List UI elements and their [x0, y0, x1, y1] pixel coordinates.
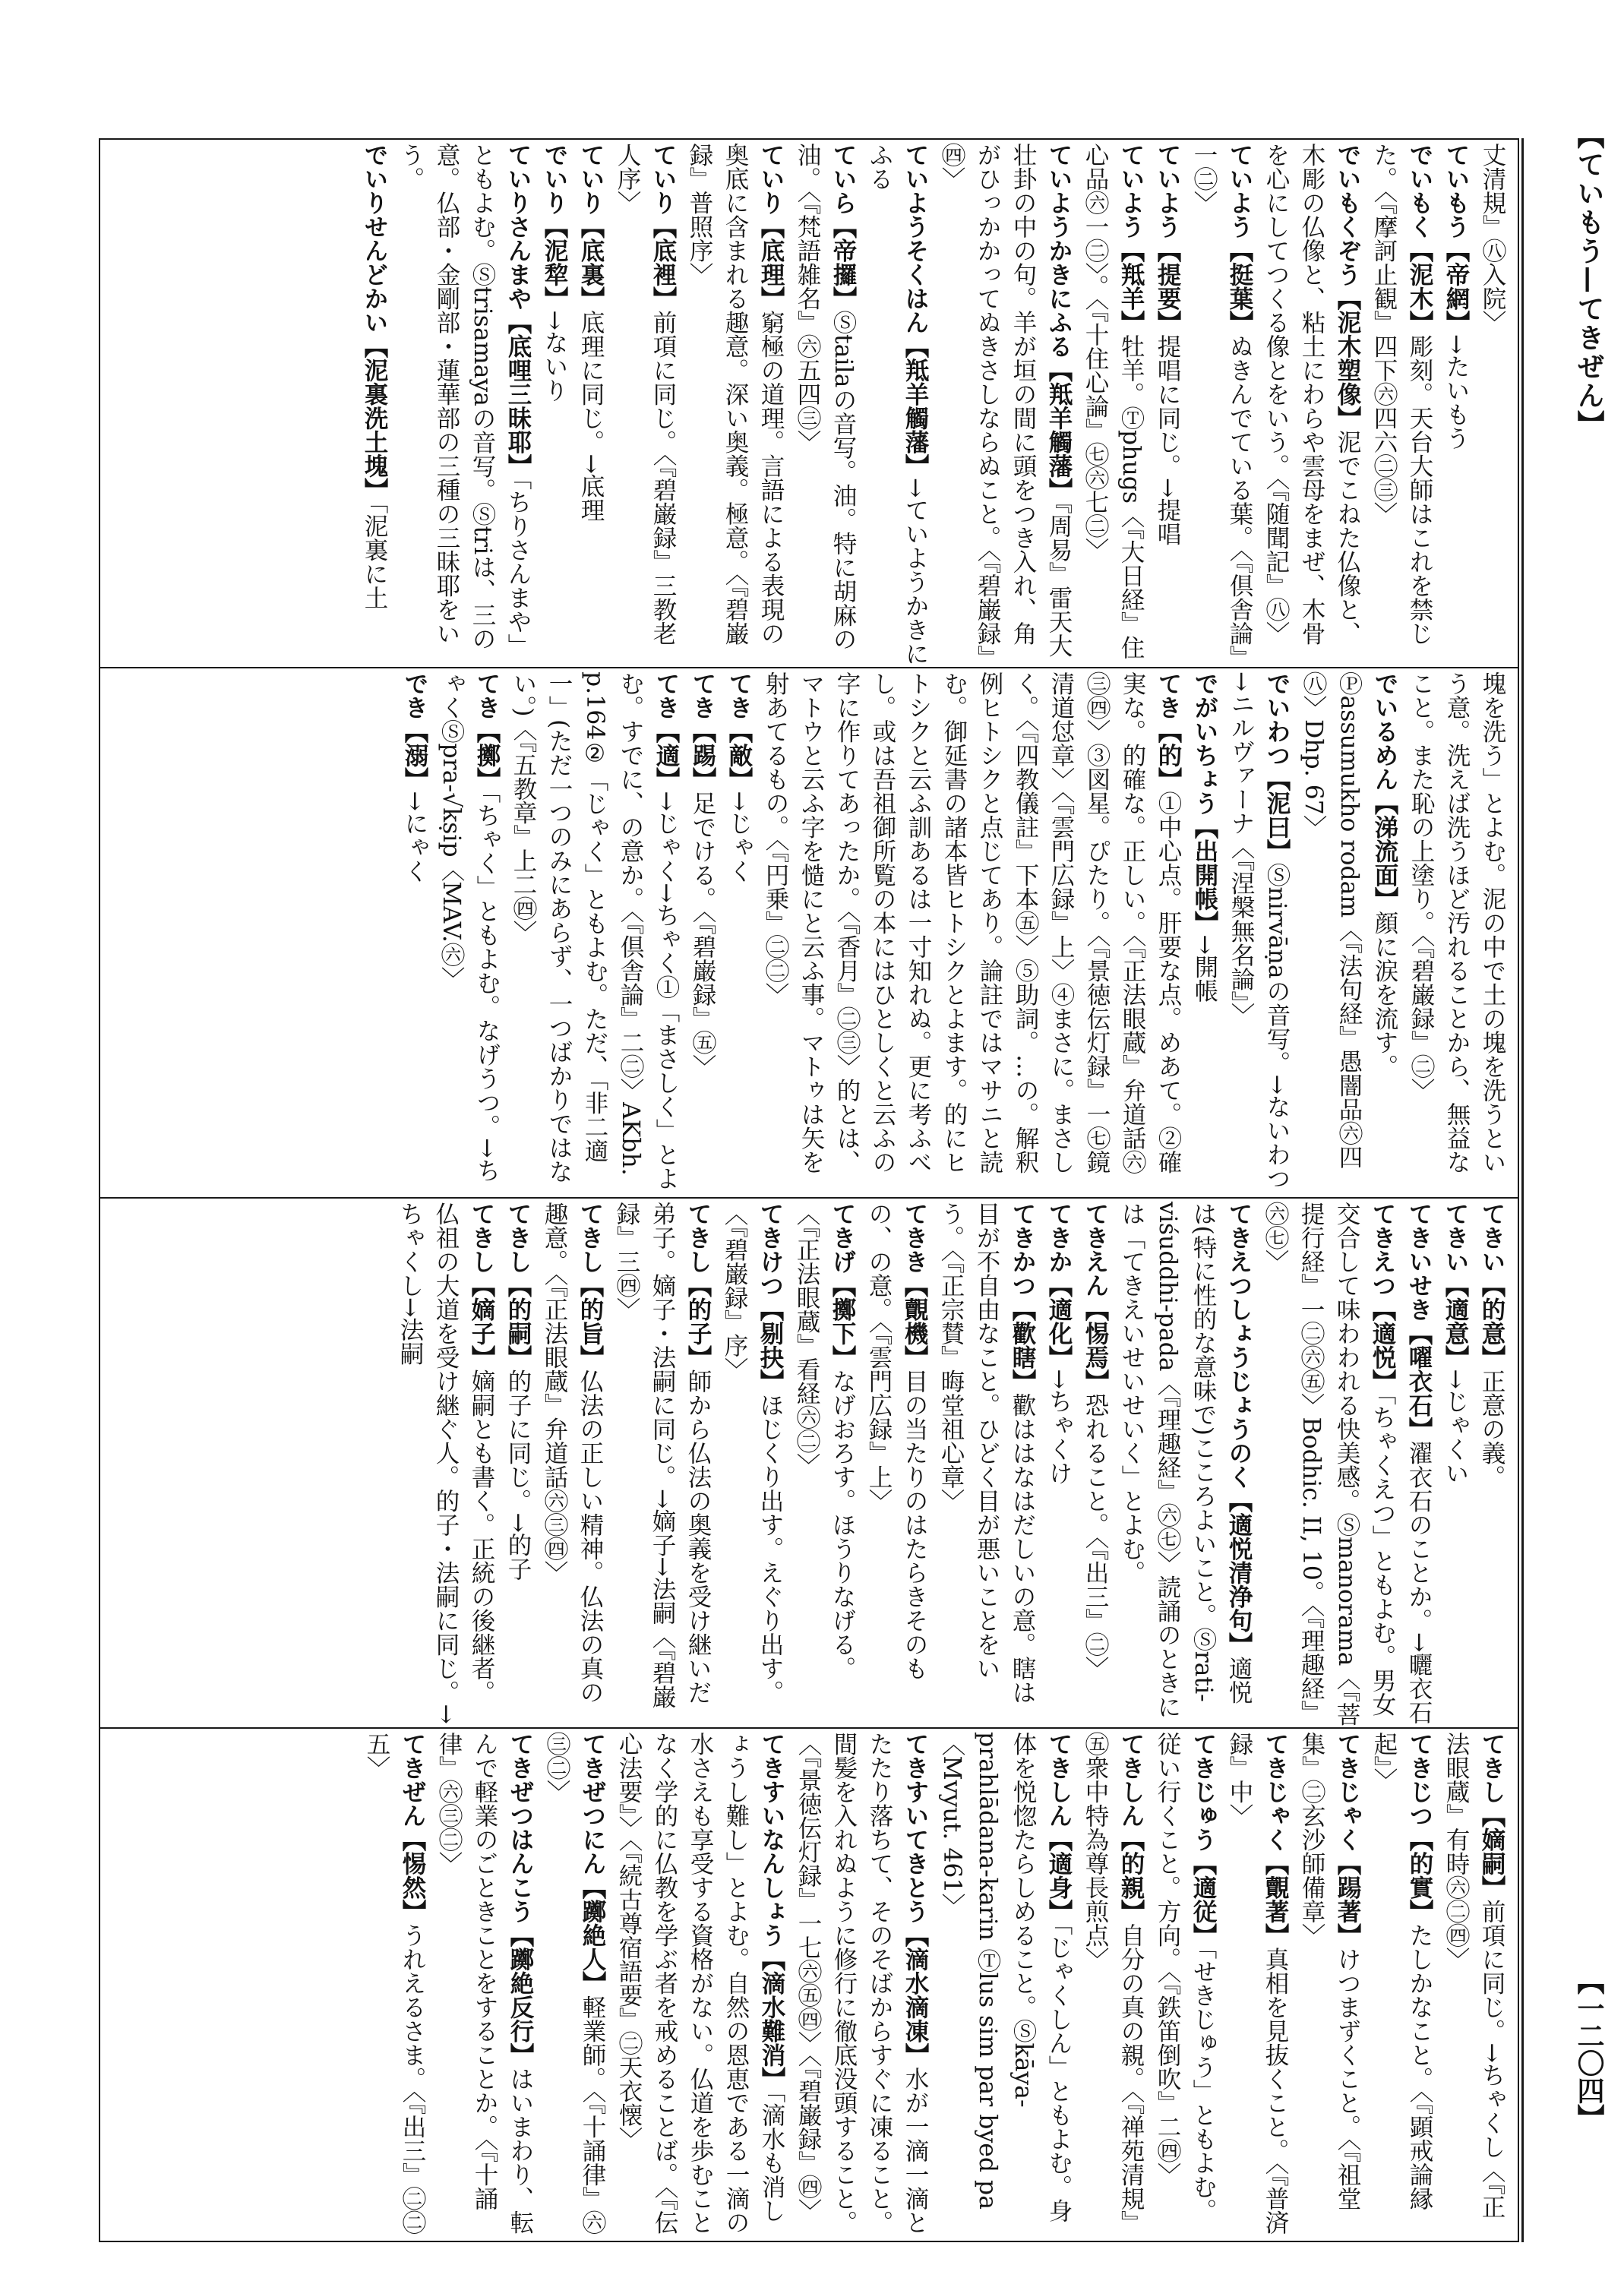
dictionary-entry: [1077, 143, 1149, 666]
dictionary-entry: [608, 1202, 716, 1726]
dictionary-entry: [934, 143, 1077, 666]
entry-headword: てきすいてきとう【滴水滴凍】: [902, 1732, 930, 2067]
entry-definition: Ⓢnirvāṇaの音写。→ないわつ→ニルヴァーナ〈『涅槃無名論』〉: [1227, 671, 1291, 1190]
entry-definition: →ちゃくけ: [1045, 1369, 1073, 1485]
entry-headword: でがいちょう【出開帳】: [1191, 671, 1219, 935]
entry-definition: 「ちゃく」ともよむ。なげうつ。→ちゃくⓈpra-√kṣip〈MAV.㊅〉: [438, 671, 501, 1183]
dictionary-entry: [500, 1202, 536, 1726]
entry-headword: てき【適】: [652, 671, 681, 791]
entry-definition: 「じゃくしん」ともよむ。身体を悦惚たらしめること。Ⓢkāya-prahlādana-karin Ⓣlus sim par byed pa〈Mvyut. 461〉: [938, 1732, 1073, 2222]
dictionary-entry: [721, 671, 757, 1196]
entry-headword: ていよう【挺葉】: [1226, 143, 1254, 334]
dictionary-entry: [609, 143, 681, 666]
entry-definition: 嫡嗣とも書く。正統の後継者。仏祖の大道を受け継ぐ人。的子・法嗣に同じ。→ちゃくし→法嗣: [397, 1202, 495, 1724]
entry-definition: →じゃくい: [1442, 1369, 1469, 1485]
entry-headword: てきかつ【歡瞎】: [1009, 1202, 1037, 1393]
entry-headword: ていようそくはん【羝羊觸藩】: [902, 143, 930, 478]
entry-headword: てきけつ【剔抉】: [757, 1202, 785, 1393]
entry-definition: 足でける。〈『碧巌録』㊄〉: [689, 791, 716, 1079]
page-number: 【一二〇四】: [1573, 1967, 1605, 2131]
dictionary-entry: [505, 671, 684, 1196]
entry-headword: てきし【嫡嗣】: [1478, 1732, 1506, 1900]
entry-definition: →にゃく: [401, 791, 428, 883]
entry-headword: でいりせんどかい【泥裏洗土塊】: [361, 143, 389, 502]
running-head: 【ていもう—てきぜん】: [1573, 122, 1605, 439]
dictionary-entry: [611, 1732, 790, 2241]
entry-definition: ぬきんでている葉。〈『倶舎論』一㊁〉: [1190, 143, 1253, 658]
entry-definition: 目の当たりのはたらきそのもの、の意。〈『雲門広録』上〉: [865, 1202, 928, 1680]
entry-headword: ていよう【提要】: [1154, 143, 1182, 334]
entry-definition: →じゃく→ちゃく①「まさしく」とよむ。すでに、の意か。〈『倶舎論』二㊁〉AKbh. p.164②「じゃく」ともよむ。ただ、「非二適一」(ただ一つのみにあらず、一つばかりではない。)〈『五教章』上二㊃〉: [510, 671, 680, 1190]
entry-headword: てきげ【擲下】: [829, 1202, 857, 1369]
entry-headword: てきい【的意】: [1478, 1202, 1506, 1369]
entry-definition: ①中心点。肝要な点。めあて。②確実な。的確な。正しい。〈『正法眼蔵』弁道話㊅㊂㊃〉③図星。ぴたり。〈『景徳伝灯録』一㊆鏡清道怤章〉〈『雲門広録』上〉④まさに。まさしく。〈『四教儀註』下本㊄〉⑤助詞。…の。解釈例ヒトシクと点じてあり。論註ではマサニと読む。御延書の諸本皆ヒトシクとよます。的にヒトシクと云ふ訓あるは一寸知れぬ。更に考ふべし。或は吾祖御所覧の本にはひとしくと云ふの字に作りてあったか。〈『香月』㊁㊂〉的とは、マトウと云ふ字を慥にと云ふ事。マトゥは矢を射あてるもの。〈『円乗』㊁㊁〉: [762, 671, 1182, 1174]
entry-definition: 「ちりさんまや」ともよむ。Ⓢtrisamayaの音写。Ⓢtriは、三の意。仏部・金剛部・蓮華部の三種の三昧耶をいう。: [397, 143, 532, 658]
entry-definition: 窮極の道理。言語による表現の奥底に含まれる趣意。深い奥義。極意。〈『碧巌録』普照序〉: [686, 143, 785, 646]
dictionary-entry: [1149, 1732, 1221, 2241]
header-rule: [1521, 138, 1524, 2242]
entry-definition: 軽業師。〈『十誦律』㊅㊂㊁〉: [543, 1732, 606, 2235]
dictionary-entry: [789, 143, 861, 666]
entry-headword: ていようかきにふる【羝羊觸藩】: [1045, 143, 1073, 502]
dictionary-entry: [1366, 143, 1438, 666]
entry-definition: なげおろす。ほうりなげる。〈『正法眼蔵』看経㊅㊁〉: [793, 1202, 856, 1680]
entry-definition: 丈清規』㊇入院〉: [1479, 143, 1506, 334]
entry-definition: 水が一滴一滴とたたり落ちて、そのそばからすぐに凍ること。間髪を入れぬように修行に徹底没頭すること。〈『景徳伝灯録』一七㊅㊄㊃〉〈『碧巌録』㊃〉: [795, 1732, 929, 2235]
dictionary-entry: [1474, 1202, 1510, 1726]
entry-headword: てき【踢】: [689, 671, 717, 791]
entry-definition: 牡羊。Ⓣphugs〈『大日経』住心品㊅一㊁〉。〈『十住心論』㊆㊅七㊁〉: [1082, 143, 1145, 659]
entry-definition: 「滴水も消しょうし難し」とよむ。自然の恩恵である一滴の水さえも享受する資格がない。仏道を歩むことなく学的に仏教を学ぶ者を戒めることば。〈『伝心法要』〉〈『続古尊宿語要』㊁天衣懐〉: [615, 1732, 785, 2235]
dictionary-entry: [1223, 671, 1295, 1196]
dictionary-entry: [1257, 1202, 1401, 1726]
entry-headword: てきし【的子】: [684, 1202, 712, 1369]
dictionary-entry: [1077, 1202, 1114, 1726]
entry-headword: てきしん【適身】: [1045, 1732, 1073, 1923]
dictionary-entry: [1114, 1202, 1257, 1726]
entry-headword: てきじゃく【踼著】: [1334, 1732, 1362, 1948]
dictionary-entry: [392, 1202, 500, 1726]
dictionary-entry: [1401, 1202, 1437, 1726]
dictionary-entry: [1474, 143, 1510, 666]
entry-headword: ていり【底裡】: [649, 143, 678, 311]
entry-definition: 適悦は(特に性的な意味で)こころよいこと。Ⓢrati-viśuddhi-pada〈『理趣経』㊅㊆〉読誦のときには「てきえいせいせいく」とよむ。: [1118, 1202, 1253, 1719]
entry-definition: 前項に同じ。〈『碧巌録』三教老人序〉: [614, 143, 677, 646]
entry-headword: でいるめん【涕流面】: [1371, 671, 1399, 911]
tier-3: [100, 1199, 1518, 1726]
entry-headword: てきじゃく【覿著】: [1262, 1732, 1290, 1948]
dictionary-entry: [397, 671, 433, 1196]
entry-headword: ていよう【羝羊】: [1117, 143, 1145, 334]
dictionary-entry: [861, 1202, 933, 1726]
entry-definition: 前項に同じ。→ちゃくし〈『正法眼蔵』有時㊅㊁㊃〉: [1442, 1732, 1506, 2219]
dictionary-entry: [573, 143, 609, 666]
dictionary-entry: [790, 1732, 934, 2241]
dictionary-entry: [933, 1202, 1041, 1726]
dictionary-entry: [539, 1732, 611, 2241]
entry-definition: →たいもう: [1442, 334, 1470, 450]
dictionary-entry: [431, 1732, 539, 2241]
dictionary-entry: [1149, 143, 1186, 666]
entry-headword: てきぜつにん【躑絶人】: [579, 1732, 607, 1995]
entry-definition: 泥でこねた仏像と、木彫の仏像と、粘土にわらや雲母をまぜ、木骨を心にしてつくる像とをいう。〈『随聞記』㊇〉: [1262, 143, 1361, 646]
entry-headword: てき【的】: [1155, 671, 1183, 791]
entry-definition: ほじくり出す。えぐり出す。〈『碧巌録』序〉: [721, 1202, 784, 1704]
entry-definition: 塊を洗う」とよむ。泥の中で土の塊を洗うという意。洗えば洗うほど汚れることから、無益なこと。また恥の上塗り。〈『碧巌録』㊁〉: [1408, 671, 1506, 1174]
entry-definition: 師から仏法の奥義を受け継いだ弟子。嫡子・法嗣に同じ。→嫡子→法嗣〈『碧巌録』三㊃〉: [613, 1202, 712, 1709]
dictionary-entry: [684, 671, 721, 1196]
entry-headword: でき【溺】: [401, 671, 429, 791]
dictionary-entry: [1437, 1202, 1474, 1726]
dictionary-entry: [716, 1202, 788, 1726]
entry-headword: てきし【的嗣】: [504, 1202, 532, 1369]
entry-definition: 仏法の正しい精神。仏法の真の趣意。〈『正法眼蔵』弁道話㊅㊂㊃〉: [541, 1202, 604, 1704]
entry-headword: でいもく【泥木】: [1406, 143, 1434, 334]
entry-definition: たしかなこと。〈『顕戒論縁起』〉: [1370, 1732, 1433, 2210]
entry-headword: てきぜん【惕然】: [399, 1732, 427, 1923]
entry-headword: てきじつ【的實】: [1406, 1732, 1434, 1923]
entry-definition: →じゃく: [725, 791, 753, 883]
entry-definition: 的子に同じ。→的子: [504, 1369, 532, 1581]
dictionary-entry: [393, 143, 536, 666]
entry-definition: 顔に涙を流す。Ⓟassumukho rodam〈『法句経』愚闇品㊅四㊇〉Dhp. 67〉: [1300, 671, 1398, 1169]
dictionary-entry: [1438, 143, 1474, 666]
dictionary-entry: [536, 1202, 608, 1726]
entry-definition: けつまずくこと。〈『祖堂集』㊁玄沙師備章〉: [1298, 1732, 1361, 2210]
entry-headword: ていら【帝攞】: [829, 143, 858, 311]
entry-definition: 提唱に同じ。→提唱: [1154, 334, 1181, 546]
dictionary-entry: [1041, 1202, 1077, 1726]
entry-headword: ていり【底裏】: [577, 143, 605, 311]
tier-4: [100, 1729, 1518, 2241]
entry-definition: 濯衣石のことか。→曬衣石: [1405, 1441, 1433, 1724]
entry-definition: 「泥裏に土: [361, 501, 388, 610]
dictionary-entry: [1258, 143, 1366, 666]
entry-definition: 『周易』雷天大壮卦の中の句。羊が垣の間に頭をつき入れ、角がひっかかってぬきさしならぬこと。〈『碧巌録』㊃〉: [938, 143, 1073, 658]
dictionary-entry: [1294, 1732, 1366, 2241]
entry-headword: てきえん【惕焉】: [1082, 1202, 1110, 1393]
dictionary-entry: [788, 1202, 861, 1726]
entry-definition: 「せきじゅう」ともよむ。従い行くこと。方向。〈『鉄笛倒吹』二㊃〉: [1154, 1732, 1217, 2222]
entry-definition: 恐れること。〈『出三』㊁〉: [1082, 1393, 1109, 1680]
dictionary-entry: [1295, 671, 1403, 1196]
entry-definition: →ないり: [541, 310, 568, 403]
dictionary-entry: [356, 143, 393, 666]
entry-definition: 底理に同じ。→底理: [577, 310, 605, 522]
dictionary-entry: [1366, 1732, 1438, 2241]
entry-definition: 自分の真の親。〈『禅苑清規』㊄衆中特為尊長煎点〉: [1082, 1732, 1145, 2235]
entry-headword: ていりさんまや【底哩三昧耶】: [504, 143, 532, 478]
entry-headword: ていり【底理】: [757, 143, 785, 311]
dictionary-entry: [536, 143, 573, 666]
entry-headword: てきき【覿機】: [901, 1202, 929, 1369]
entry-definition: はいまわり、転んで軽業のごときことをすることか。〈『十誦律』㊅㊂㊁〉: [435, 1732, 534, 2235]
dictionary-entry: [1221, 1732, 1294, 2241]
entry-headword: てきぜつはんこう【躑絶反行】: [507, 1732, 535, 2067]
entry-headword: てきすいなんしょう【滴水難消】: [758, 1732, 786, 2091]
dictionary-entry: [433, 671, 505, 1196]
entry-headword: ていもう【帝網】: [1442, 143, 1471, 334]
entry-headword: てきえつしょうじょうのく【適悦清浄句】: [1225, 1202, 1253, 1657]
dictionary-entry: [1438, 1732, 1510, 2241]
entry-definition: →開帳: [1191, 934, 1218, 1003]
entry-definition: 正意の義。: [1478, 1369, 1506, 1489]
entry-definition: →ていようかきにふる: [866, 143, 929, 665]
entry-headword: てきじゅう【適従】: [1190, 1732, 1218, 1948]
entry-headword: てきか【適化】: [1045, 1202, 1073, 1369]
dictionary-entry: [861, 143, 934, 666]
entry-headword: てき【擲】: [473, 671, 501, 791]
entry-definition: Ⓢtailaの音写。油。特に胡麻の油。〈『梵語雑名』㊅五四㊂〉: [794, 143, 857, 651]
entry-definition: うれえるさま。〈『出三』㊁㊁五〉: [363, 1732, 426, 2235]
dictionary-entry: [359, 1732, 431, 2241]
entry-headword: てきしん【的親】: [1117, 1732, 1145, 1923]
entry-headword: てきえつ【適悦】: [1369, 1202, 1397, 1393]
dictionary-entry: [1403, 671, 1510, 1196]
dictionary-entry: [1186, 671, 1223, 1196]
entry-definition: 真相を見抜くこと。〈『普済録』中〉: [1226, 1732, 1289, 2235]
entry-headword: でいもくぞう【泥木塑像】: [1334, 143, 1362, 430]
entry-headword: でいわつ【泥曰】: [1263, 671, 1291, 863]
entry-headword: てきし【嫡子】: [468, 1202, 496, 1369]
entry-headword: でいり【泥犂】: [541, 143, 569, 311]
dictionary-entry: [757, 671, 1186, 1196]
dictionary-entry: [1077, 1732, 1149, 2241]
entry-definition: 歡ははなはだしいの意。瞎は目が不自由なこと。ひどく目が悪いことをいう。〈『正宗賛』晦堂祖心章〉: [937, 1202, 1036, 1704]
entry-headword: てき【敵】: [725, 671, 754, 791]
tier-1: [100, 140, 1518, 666]
dictionary-entry: [1186, 143, 1258, 666]
entry-definition: 「ちゃくえつ」ともよむ。男女交合して味わわれる快美感。Ⓢmanorama〈『菩提行経』一㊁㊅㊄〉Bodhic. II, 10。〈『理趣経』㊅㊆〉: [1262, 1202, 1396, 1726]
entry-definition: 彫刻。天台大師はこれを禁じた。〈『摩訶止観』四下㊅四六㊁㊂〉: [1370, 143, 1433, 646]
entry-headword: てきい【適意】: [1442, 1202, 1470, 1369]
dictionary-entry: [681, 143, 789, 666]
entry-headword: てきいせき【嚁衣石】: [1405, 1202, 1433, 1441]
tier-2: [100, 668, 1518, 1196]
dictionary-entry: [934, 1732, 1077, 2241]
entry-headword: てきし【的旨】: [577, 1202, 605, 1369]
